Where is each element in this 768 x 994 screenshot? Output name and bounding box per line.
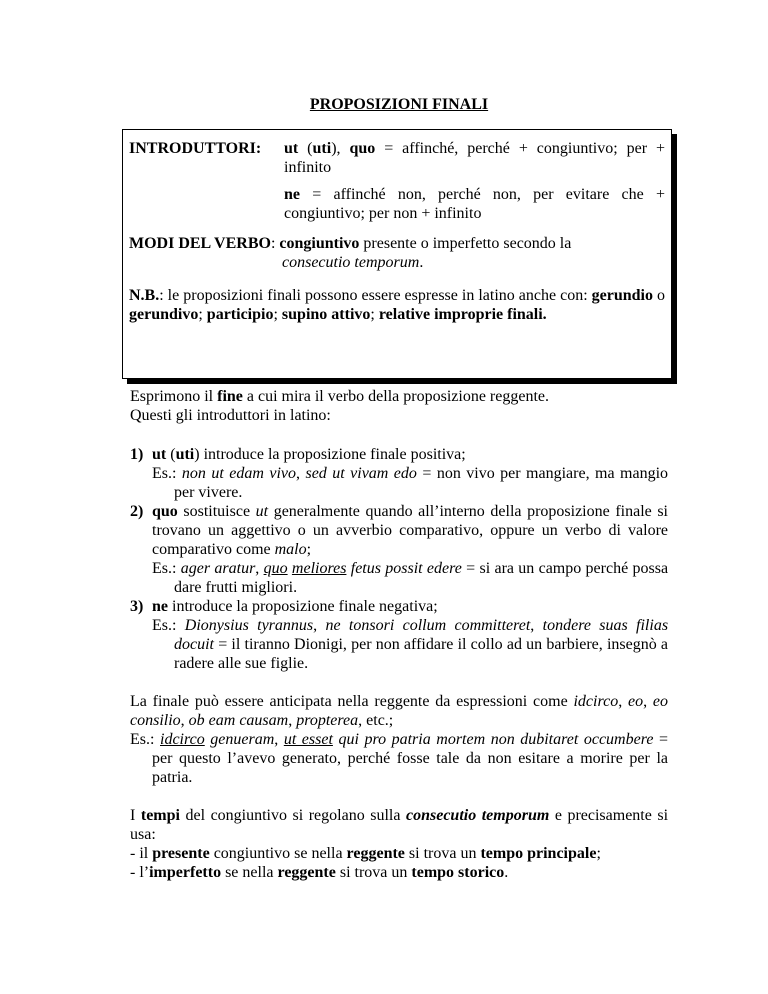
nb-row: N.B.: le proposizioni finali possono essere espresse in latino anche con: gerundio o gerundivo; participio; supino attivo; relative improprie finali. [129,287,666,323]
introduttori-ne-line: ne = affinché non, perché non, per evitare che + congiuntivo; per non + infinito [284,186,666,222]
tempi-bullet-presente: - il presente congiuntivo se nella reggente si trova un tempo principale; [130,845,601,862]
nb-label: N.B. [129,287,160,304]
example: Es.: non ut edam vivo, sed ut vivam edo = non vivo per mangiare, ma mangio per vivere. [152,465,669,501]
list-item: 3) ne introduce la proposizione finale negativa; Es.: Dionysius tyrannus, ne tonsori collum committeret, tondere suas filias docuit = il tiranno Dionigi, per non affidare il collo ad un barbiere, insegnò a radere alle sue figlie. [130,598,669,672]
introduttori-label: INTRODUTTORI: [129,140,262,157]
example: Es.: idcirco genueram, ut esset qui pro patria mortem non dubitaret occumbere = per questo l’avevo generato, perché fosse tale da non esitare a morire per la patria. [130,731,669,786]
summary-box [122,129,672,379]
page-title: PROPOSIZIONI FINALI [309,96,489,113]
modi-label: MODI DEL VERBO [129,235,271,252]
list-item: 1) ut (uti) introduce la proposizione finale positiva; Es.: non ut edam vivo, sed ut vivam edo = non vivo per mangiare, ma mangio per vivere. [130,446,669,501]
tempi-bullet-imperfetto: - l’imperfetto se nella reggente si trova un tempo storico. [130,864,509,881]
tempi-paragraph: I tempi del congiuntivo si regolano sulla consecutio temporum e precisamente si usa: - il presente congiuntivo se nella reggente si trova un tempo principale; - l’imperfetto se nella reggente si trova un tempo storico. [130,807,669,881]
example: Es.: ager aratur, quo meliores fetus possit edere = si ara un campo perché possa dare frutti migliori. [152,560,669,596]
intro-paragraph: Esprimono il fine a cui mira il verbo della proposizione reggente. Questi gli introduttori in latino: [130,388,549,424]
modi-row: MODI DEL VERBO: congiuntivo presente o imperfetto secondo la consecutio temporum. [129,235,572,271]
anticipation-paragraph: La finale può essere anticipata nella reggente da espressioni come idcirco, eo, eo consilio, ob eam causam, propterea, etc.; Es.: idcirco genueram, ut esset qui pro patria mortem non dubitaret occumbere = per questo l’avevo generato, perché fosse tale da non esitare a morire per la patria. [130,693,669,786]
list-item: 2) quo sostituisce ut generalmente quando all’interno della proposizione finale si trovano un aggettivo o un avverbio comparativo, oppure un verbo di valore comparativo come malo; Es.: ager aratur, quo meliores fetus possit edere = si ara un campo perché possa dare frutti migliori. [130,503,669,596]
introduttori-row [129,139,665,223]
introduttori-ut-line: ut (uti), quo = affinché, perché + congiuntivo; per + infinito [284,140,666,176]
example: Es.: Dionysius tyrannus, ne tonsori collum committeret, tondere suas filias docuit = il tiranno Dionigi, per non affidare il collo ad un barbiere, insegnò a radere alle sue figlie. [152,617,669,672]
introducers-list [130,445,668,673]
